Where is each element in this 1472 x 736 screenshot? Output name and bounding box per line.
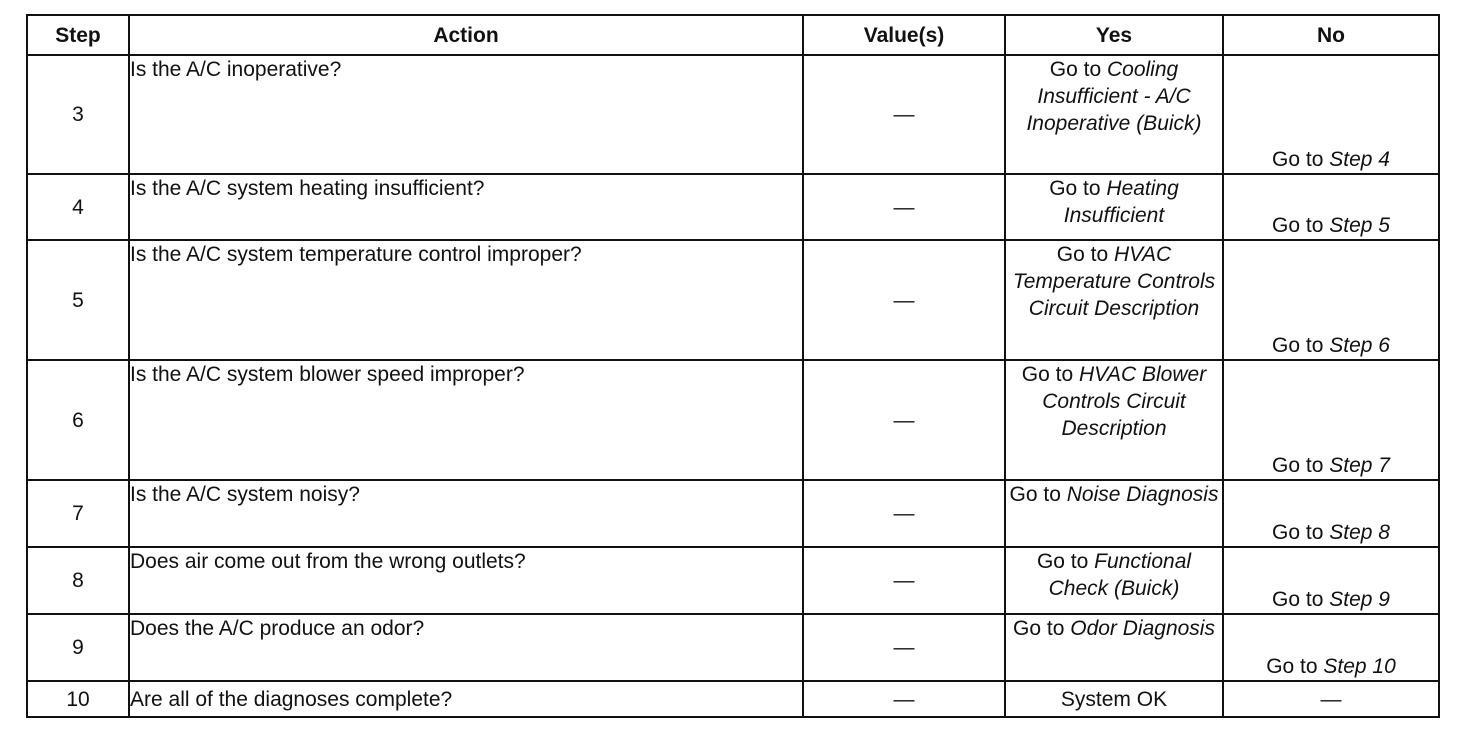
no-prefix: Go to (1272, 588, 1330, 611)
step-number: 7 (27, 480, 129, 547)
step-number: 4 (27, 174, 129, 240)
no-link[interactable]: Step 5 (1329, 214, 1390, 237)
yes-prefix: Go to (1021, 363, 1079, 386)
no-link[interactable]: Step 4 (1329, 148, 1390, 171)
step-number: 5 (27, 240, 129, 360)
no-prefix: Go to (1272, 214, 1330, 237)
step-number: 6 (27, 360, 129, 480)
yes-link[interactable]: Noise Diagnosis (1066, 483, 1219, 506)
no-cell: — (1223, 681, 1439, 717)
yes-prefix: Go to (1049, 58, 1107, 81)
yes-link[interactable]: Heating Insufficient (1063, 177, 1179, 227)
yes-prefix: Go to (1056, 243, 1114, 266)
value-cell: — (803, 240, 1005, 360)
yes-link[interactable]: Functional Check (Buick) (1048, 550, 1192, 600)
action-text: Does air come out from the wrong outlets? (129, 547, 803, 614)
table-row (27, 614, 1439, 681)
no-link[interactable]: Step 8 (1329, 521, 1390, 544)
yes-cell (1005, 174, 1223, 240)
value-cell: — (803, 360, 1005, 480)
action-text: Is the A/C inoperative? (129, 55, 803, 174)
table-row (27, 360, 1439, 480)
action-text: Is the A/C system noisy? (129, 480, 803, 547)
no-link[interactable]: Step 6 (1329, 334, 1390, 357)
yes-cell: System OK (1005, 681, 1223, 717)
yes-link[interactable]: Odor Diagnosis (1070, 617, 1215, 640)
yes-cell (1005, 240, 1223, 360)
step-number: 10 (27, 681, 129, 717)
no-prefix: Go to (1272, 334, 1330, 357)
no-prefix: Go to (1272, 454, 1330, 477)
yes-link[interactable]: Cooling Insufficient - A/C Inoperative (Buick) (1026, 58, 1202, 135)
value-cell: — (803, 547, 1005, 614)
no-link[interactable]: Step 7 (1329, 454, 1390, 477)
yes-cell (1005, 480, 1223, 547)
yes-cell (1005, 547, 1223, 614)
yes-prefix: Go to (1036, 550, 1095, 573)
no-prefix: Go to (1266, 655, 1324, 678)
table-row (27, 480, 1439, 547)
table-row (27, 240, 1439, 360)
header-step: Step (27, 15, 129, 55)
yes-link[interactable]: HVAC Blower Controls Circuit Description (1042, 363, 1207, 440)
no-cell (1223, 55, 1439, 174)
yes-cell (1005, 360, 1223, 480)
header-no: No (1223, 15, 1439, 55)
yes-prefix: Go to (1009, 483, 1067, 506)
no-link[interactable]: Step 10 (1323, 655, 1396, 678)
yes-link[interactable]: HVAC Temperature Controls Circuit Description (1012, 243, 1216, 320)
action-text: Are all of the diagnoses complete? (129, 681, 803, 717)
no-link[interactable]: Step 9 (1329, 588, 1390, 611)
action-text: Does the A/C produce an odor? (129, 614, 803, 681)
yes-cell (1005, 55, 1223, 174)
table-row (27, 55, 1439, 174)
header-values: Value(s) (803, 15, 1005, 55)
no-cell (1223, 360, 1439, 480)
no-cell (1223, 614, 1439, 681)
no-cell (1223, 480, 1439, 547)
action-text: Is the A/C system blower speed improper? (129, 360, 803, 480)
value-cell: — (803, 55, 1005, 174)
header-yes: Yes (1005, 15, 1223, 55)
step-number: 9 (27, 614, 129, 681)
action-text: Is the A/C system temperature control improper? (129, 240, 803, 360)
no-prefix: Go to (1272, 148, 1330, 171)
step-number: 8 (27, 547, 129, 614)
value-cell: — (803, 614, 1005, 681)
table-row (27, 174, 1439, 240)
yes-prefix: Go to (1049, 177, 1107, 200)
table-row (27, 547, 1439, 614)
diagnostic-table (26, 14, 1440, 718)
table-header-row (27, 15, 1439, 55)
value-cell: — (803, 174, 1005, 240)
value-cell: — (803, 480, 1005, 547)
value-cell: — (803, 681, 1005, 717)
header-action: Action (129, 15, 803, 55)
no-cell (1223, 240, 1439, 360)
table-row (27, 681, 1439, 717)
yes-cell (1005, 614, 1223, 681)
no-cell (1223, 174, 1439, 240)
step-number: 3 (27, 55, 129, 174)
yes-prefix: Go to (1013, 617, 1071, 640)
no-prefix: Go to (1272, 521, 1330, 544)
action-text: Is the A/C system heating insufficient? (129, 174, 803, 240)
no-cell (1223, 547, 1439, 614)
